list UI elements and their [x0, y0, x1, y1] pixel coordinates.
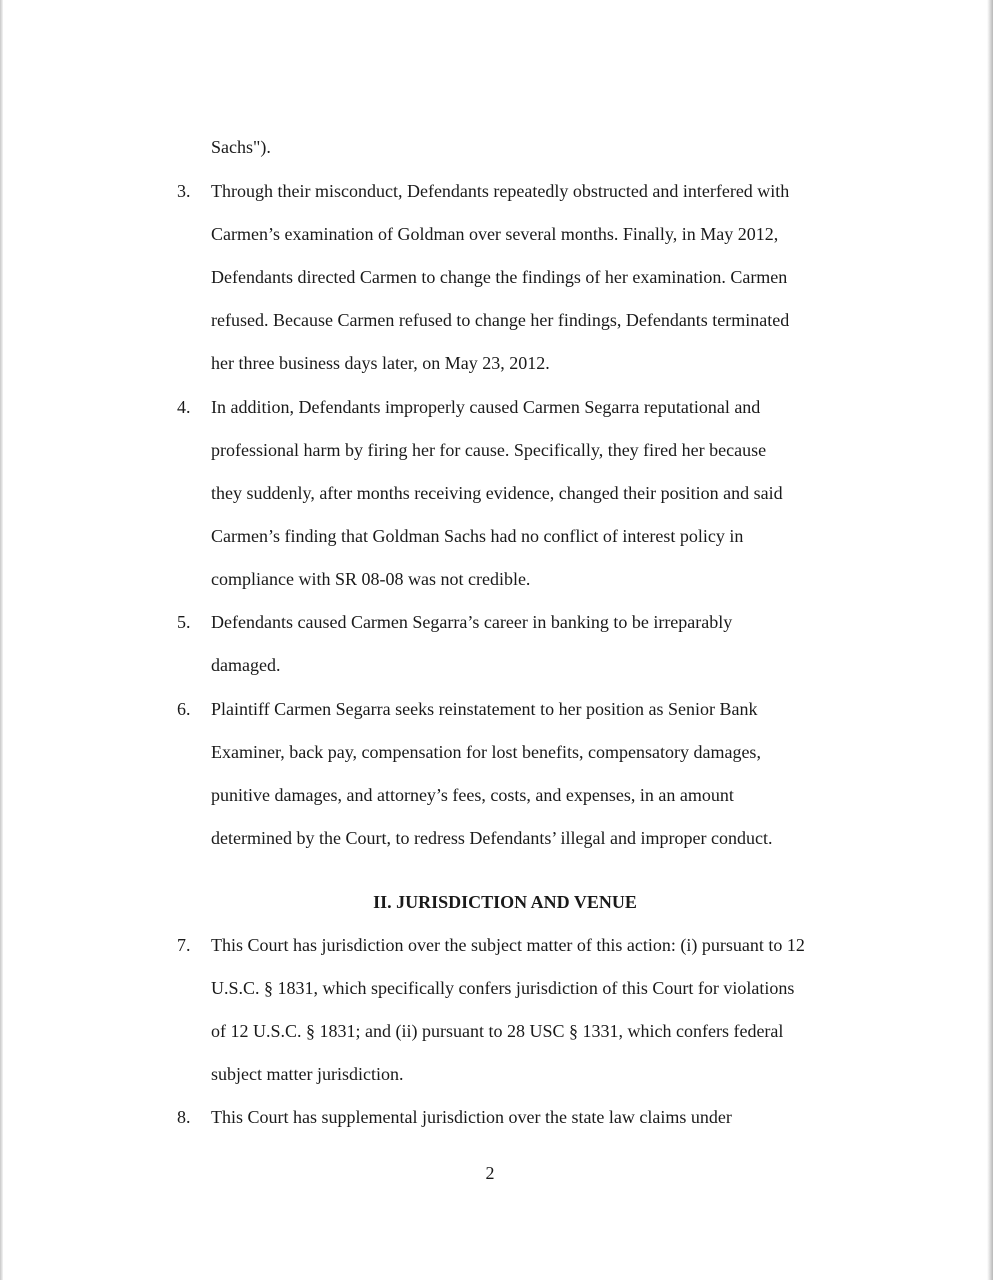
paragraph-number: 6.: [177, 699, 191, 719]
paragraph-number: 8.: [177, 1107, 191, 1127]
paragraph-line: professional harm by firing her for cause. Specifically, they fired her because: [211, 440, 767, 460]
paragraph-line: compliance with SR 08-08 was not credible.: [211, 569, 531, 589]
paragraph-line: Defendants caused Carmen Segarra’s career in banking to be irreparably: [211, 612, 733, 632]
scan-edge-right: [987, 0, 993, 1280]
paragraph-line: Carmen’s finding that Goldman Sachs had no conflict of interest policy in: [211, 526, 744, 546]
paragraph-line: Through their misconduct, Defendants repeatedly obstructed and interfered with: [211, 181, 790, 201]
paragraph-line: determined by the Court, to redress Defendants’ illegal and improper conduct.: [211, 828, 773, 848]
paragraph-line: they suddenly, after months receiving evidence, changed their position and said: [211, 483, 783, 503]
paragraph-line: her three business days later, on May 23, 2012.: [211, 353, 550, 373]
paragraph-line: subject matter jurisdiction.: [211, 1064, 404, 1084]
paragraph-line: damaged.: [211, 655, 281, 675]
paragraph-number: 4.: [177, 397, 191, 417]
paragraph-number: 3.: [177, 181, 191, 201]
paragraph-line: Examiner, back pay, compensation for lost benefits, compensatory damages,: [211, 742, 761, 762]
paragraph-line: Carmen’s examination of Goldman over several months. Finally, in May 2012,: [211, 224, 779, 244]
paragraph-line: This Court has jurisdiction over the subject matter of this action: (i) pursuant to 12: [211, 935, 805, 955]
paragraph-line: U.S.C. § 1831, which specifically confers jurisdiction of this Court for violations: [211, 978, 795, 998]
paragraph-line: In addition, Defendants improperly caused Carmen Segarra reputational and: [211, 397, 761, 417]
carryover-line: Sachs").: [211, 137, 271, 157]
paragraph-line: refused. Because Carmen refused to change her findings, Defendants terminated: [211, 310, 790, 330]
section-heading: II. JURISDICTION AND VENUE: [373, 892, 637, 912]
paragraph-line: punitive damages, and attorney’s fees, costs, and expenses, in an amount: [211, 785, 734, 805]
paragraph-line: of 12 U.S.C. § 1831; and (ii) pursuant to 28 USC § 1331, which confers federal: [211, 1021, 784, 1041]
scan-edge-left: [0, 0, 3, 1280]
page-number: 2: [485, 1163, 495, 1183]
paragraph-line: This Court has supplemental jurisdiction over the state law claims under: [211, 1107, 732, 1127]
paragraph-number: 7.: [177, 935, 191, 955]
paragraph-line: Defendants directed Carmen to change the findings of her examination. Carmen: [211, 267, 788, 287]
paragraph-number: 5.: [177, 612, 191, 632]
paragraph-line: Plaintiff Carmen Segarra seeks reinstatement to her position as Senior Bank: [211, 699, 758, 719]
